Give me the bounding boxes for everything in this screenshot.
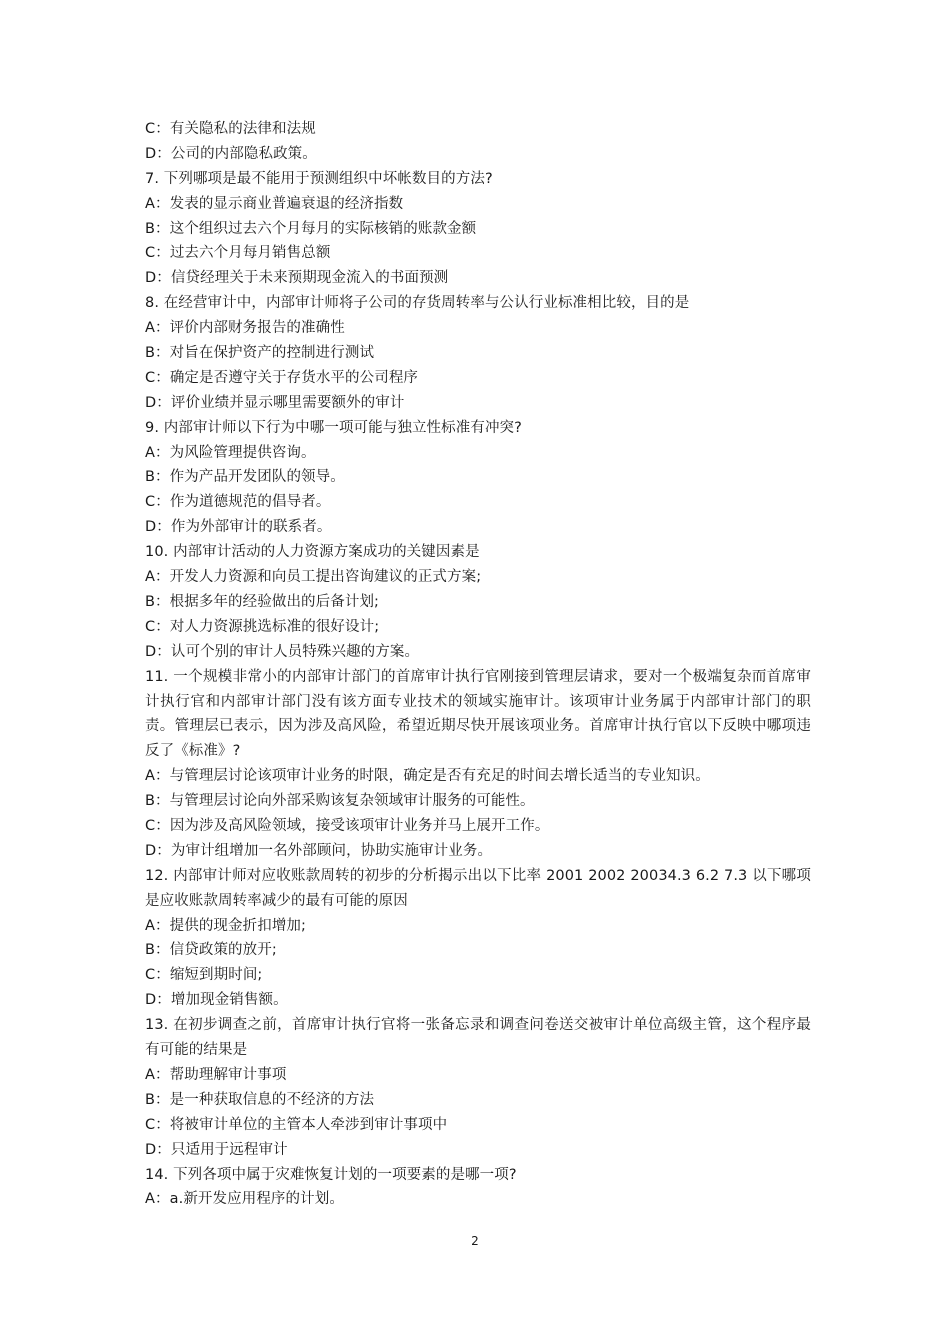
- option-d-q12: D：增加现金销售额。: [145, 992, 288, 1009]
- option-d-q13: D：只适用于远程审计: [145, 1141, 288, 1158]
- question-8: 8. 在经营审计中，内部审计师将子公司的存货周转率与公认行业标准相比较，目的是: [145, 295, 690, 312]
- option-b-q13: B：是一种获取信息的不经济的方法: [145, 1091, 375, 1108]
- option-c-q8: C：确定是否遵守关于存货水平的公司程序: [145, 369, 419, 386]
- option-b-q7: B：这个组织过去六个月每月的实际核销的账款金额: [145, 220, 477, 237]
- option-d-q11: D：为审计组增加一名外部顾问，协助实施审计业务。: [145, 842, 493, 859]
- option-c-q12: C：缩短到期时间;: [145, 967, 263, 984]
- option-d-q10: D：认可个别的审计人员特殊兴趣的方案。: [145, 643, 420, 660]
- option-c-q7: C：过去六个月每月销售总额: [145, 245, 331, 262]
- option-a-q11: A：与管理层讨论该项审计业务的时限，确定是否有充足的时间去增长适当的专业知识。: [145, 768, 710, 785]
- option-d-q7: D：信贷经理关于未来预期现金流入的书面预测: [145, 270, 449, 287]
- option-b-q10: B：根据多年的经验做出的后备计划;: [145, 593, 380, 610]
- question-9: 9. 内部审计师以下行为中哪一项可能与独立性标准有冲突?: [145, 419, 522, 436]
- page-number: 2: [471, 1234, 479, 1248]
- option-c-q13: C：将被审计单位的主管本人牵涉到审计事项中: [145, 1116, 448, 1133]
- option-a-q8: A：评价内部财务报告的准确性: [145, 320, 345, 337]
- question-7: 7. 下列哪项是最不能用于预测组织中坏帐数目的方法?: [145, 170, 493, 187]
- option-b-q11: B：与管理层讨论向外部采购该复杂领域审计服务的可能性。: [145, 793, 535, 810]
- option-a-q13: A：帮助理解审计事项: [145, 1066, 287, 1083]
- option-a-q10: A：开发人力资源和向员工提出咨询建议的正式方案;: [145, 569, 482, 586]
- question-11: 11. 一个规模非常小的内部审计部门的首席审计执行官刚接到管理层请求，要对一个极端复杂而首席审计执行官和内部审计部门没有该方面专业技术的领域实施审计。该项审计业务属于内部审计部门的职责。管理层已表示，因为涉及高风险，希望近期尽快开展该项业务。首席审计执行官以下反映中哪项违反了《标准》?: [145, 668, 811, 760]
- document-body: [145, 117, 811, 1212]
- option-b-q12: B：信贷政策的放开;: [145, 942, 277, 959]
- option-b-q8: B：对旨在保护资产的控制进行测试: [145, 345, 375, 362]
- question-14: 14. 下列各项中属于灾难恢复计划的一项要素的是哪一项?: [145, 1166, 517, 1183]
- option-c-q9: C：作为道德规范的倡导者。: [145, 494, 331, 511]
- option-a-q9: A：为风险管理提供咨询。: [145, 444, 316, 461]
- option-b-q9: B：作为产品开发团队的领导。: [145, 469, 345, 486]
- question-12: 12. 内部审计师对应收账款周转的初步的分析揭示出以下比率 2001 2002 20034.3 6.2 7.3 以下哪项是应收账款周转率减少的最有可能的原因: [145, 867, 811, 909]
- option-a-q12: A：提供的现金折扣增加;: [145, 917, 307, 934]
- option-c-q10: C：对人力资源挑选标准的很好设计;: [145, 618, 380, 635]
- option-d-q6: D：公司的内部隐私政策。: [145, 145, 317, 162]
- option-c-q6: C：有关隐私的法律和法规: [145, 121, 316, 137]
- option-d-q8: D：评价业绩并显示哪里需要额外的审计: [145, 394, 405, 411]
- option-a-q14: A：a.新开发应用程序的计划。: [145, 1191, 344, 1208]
- question-10: 10. 内部审计活动的人力资源方案成功的关键因素是: [145, 544, 480, 561]
- option-a-q7: A：发表的显示商业普遍衰退的经济指数: [145, 195, 404, 212]
- question-13: 13. 在初步调查之前，首席审计执行官将一张备忘录和调查问卷送交被审计单位高级主管，这个程序最有可能的结果是: [145, 1017, 811, 1059]
- option-d-q9: D：作为外部审计的联系者。: [145, 519, 332, 536]
- option-c-q11: C：因为涉及高风险领域，接受该项审计业务并马上展开工作。: [145, 818, 550, 834]
